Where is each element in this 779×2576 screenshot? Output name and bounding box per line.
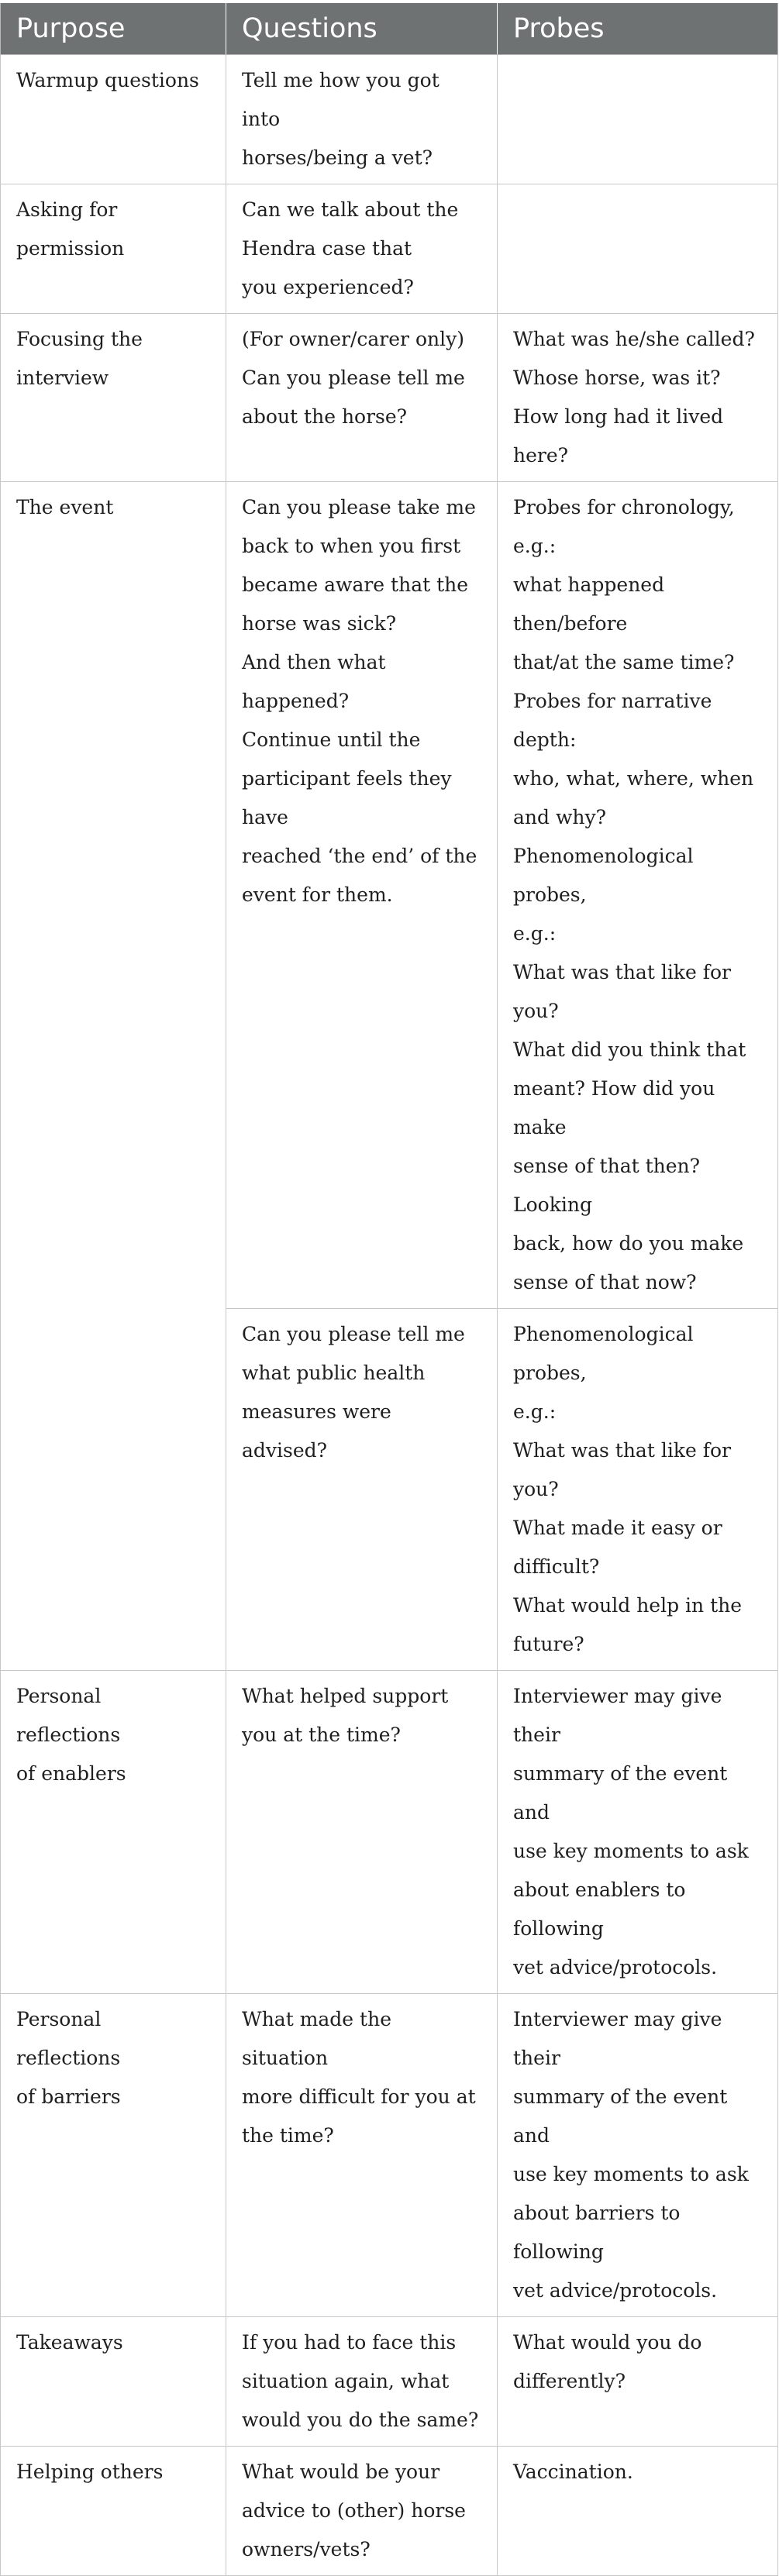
purpose-cell: The event (1, 482, 226, 1671)
table-row (1, 184, 778, 314)
probes-cell: Vaccination. (498, 2447, 778, 2576)
probes-cell: Interviewer may give their summary of the event and use key moments to ask about barriers to following vet advice/protocols. (498, 1994, 778, 2317)
table-row (1, 55, 778, 184)
header-row (1, 3, 778, 55)
table-row (1, 482, 778, 1309)
probes-cell: What would you do differently? (498, 2317, 778, 2447)
table-row (1, 1671, 778, 1994)
purpose-cell: Focusing the interview (1, 314, 226, 482)
questions-cell: Tell me how you got into horses/being a vet? (226, 55, 498, 184)
table-row (1, 2447, 778, 2576)
probes-cell (498, 184, 778, 314)
questions-cell: Can you please tell me what public health measures were advised? (226, 1309, 498, 1671)
header-purpose: Purpose (1, 3, 226, 55)
table-row (1, 2317, 778, 2447)
probes-cell: Interviewer may give their summary of the event and use key moments to ask about enablers to following vet advice/protocols. (498, 1671, 778, 1994)
table-row (1, 314, 778, 482)
purpose-cell: Personal reflections of barriers (1, 1994, 226, 2317)
table-row (1, 1994, 778, 2317)
questions-cell: Can we talk about the Hendra case that you experienced? (226, 184, 498, 314)
probes-cell: Phenomenological probes, e.g.: What was that like for you? What made it easy or difficult? What would help in the future? (498, 1309, 778, 1671)
probes-cell: Probes for chronology, e.g.: what happened then/before that/at the same time? Probes for narrative depth: who, what, where, when and why? Phenomenological probes, e.g.: What was that like for you? What did you think that meant? How did you make sense of that then? Looking back, how do you make sense of that now? (498, 482, 778, 1309)
questions-cell: What helped support you at the time? (226, 1671, 498, 1994)
header-questions: Questions (226, 3, 498, 55)
purpose-cell: Personal reflections of enablers (1, 1671, 226, 1994)
questions-cell: Can you please take me back to when you first became aware that the horse was sick? And then what happened? Continue until the participant feels they have reached ‘the end’ of the event for them. (226, 482, 498, 1309)
probes-cell (498, 55, 778, 184)
purpose-cell: Takeaways (1, 2317, 226, 2447)
questions-cell: (For owner/carer only) Can you please tell me about the horse? (226, 314, 498, 482)
interview-guide-table (0, 3, 778, 2576)
purpose-cell: Helping others (1, 2447, 226, 2576)
probes-cell: What was he/she called? Whose horse, was it? How long had it lived here? (498, 314, 778, 482)
questions-cell: What would be your advice to (other) horse owners/vets? (226, 2447, 498, 2576)
questions-cell: If you had to face this situation again, what would you do the same? (226, 2317, 498, 2447)
header-probes: Probes (498, 3, 778, 55)
questions-cell: What made the situation more difficult for you at the time? (226, 1994, 498, 2317)
purpose-cell: Warmup questions (1, 55, 226, 184)
purpose-cell: Asking for permission (1, 184, 226, 314)
